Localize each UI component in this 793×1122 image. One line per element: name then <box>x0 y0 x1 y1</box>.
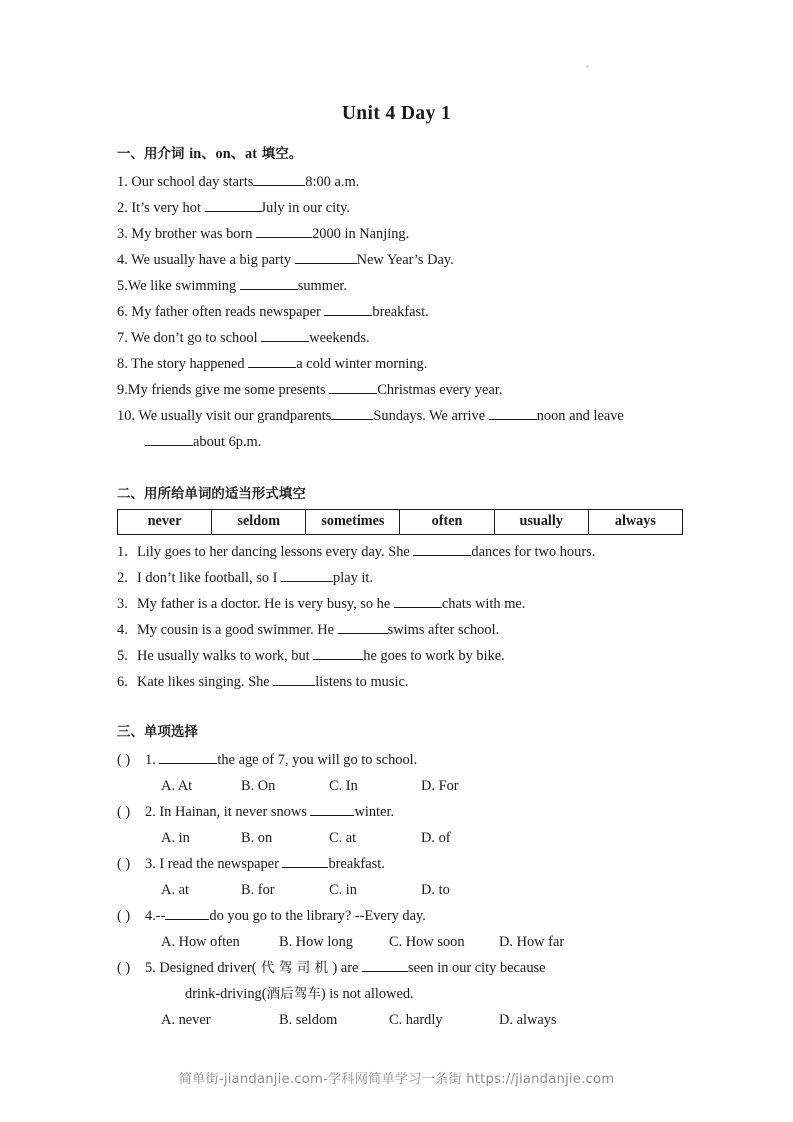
item-number: 2. <box>117 200 128 216</box>
item-number: 5. <box>117 648 128 664</box>
answer-blank[interactable] <box>331 406 373 420</box>
answer-blank[interactable] <box>273 672 315 686</box>
item-text-after: 2000 in Nanjing. <box>312 226 410 242</box>
section-gap <box>117 695 683 721</box>
mc-option-d[interactable]: D. of <box>421 830 451 846</box>
answer-parenthesis[interactable]: ( ) <box>117 908 131 924</box>
item-text-after: 8:00 a.m. <box>305 174 360 190</box>
section-gap <box>117 455 683 483</box>
answer-blank[interactable] <box>362 958 408 972</box>
item-text-after: a cold winter morning. <box>296 356 428 372</box>
answer-blank[interactable] <box>256 224 312 238</box>
mc-option-c[interactable]: C. In <box>329 778 358 794</box>
page-title: Unit 4 Day 1 <box>341 103 452 124</box>
mc-option-b[interactable]: B. on <box>241 830 273 846</box>
mc-option-a[interactable]: A. at <box>161 882 189 898</box>
table-cell-never: never <box>118 510 212 535</box>
item-text-after: New Year’s Day. <box>356 252 454 268</box>
question-item <box>117 351 683 377</box>
answer-blank[interactable] <box>295 250 357 264</box>
mc-option-d[interactable]: D. always <box>499 1012 557 1028</box>
table-cell-always: always <box>588 510 682 535</box>
answer-blank[interactable] <box>394 594 442 608</box>
answer-blank[interactable] <box>413 542 471 556</box>
table-cell-sometimes: sometimes <box>306 510 400 535</box>
question-item <box>117 325 683 351</box>
item-text-after: play it. <box>333 570 373 586</box>
answer-blank[interactable] <box>205 198 261 212</box>
item-text-part2: ) are <box>332 960 363 976</box>
mc-question <box>117 903 683 929</box>
item-number: 5. <box>117 278 128 294</box>
adverb-frequency-table <box>117 509 683 535</box>
worksheet-content <box>117 143 683 1033</box>
mc-option-c[interactable]: C. hardly <box>389 1012 443 1028</box>
item-number: 6. <box>117 674 128 690</box>
answer-blank[interactable] <box>489 406 537 420</box>
section-1-heading <box>117 143 683 163</box>
mc-option-d[interactable]: D. How far <box>499 934 565 950</box>
item-text-before: We don’t go to school <box>127 330 262 346</box>
mc-option-b[interactable]: B. for <box>241 882 275 898</box>
question-item <box>117 643 683 669</box>
section-2-heading <box>117 483 683 503</box>
item-number: 4. <box>145 908 156 924</box>
item-text-before: Lily goes to her dancing lessons every day. She <box>137 544 414 560</box>
question-item <box>117 669 683 695</box>
table-cell-seldom: seldom <box>212 510 306 535</box>
answer-blank[interactable] <box>310 802 354 816</box>
item-text-before: In Hainan, it never snows <box>155 804 311 820</box>
item-number: 2. <box>145 804 156 820</box>
mc-question <box>117 747 683 773</box>
answer-blank[interactable] <box>324 302 372 316</box>
answer-blank[interactable] <box>281 568 333 582</box>
answer-parenthesis[interactable]: ( ) <box>117 752 131 768</box>
item-text-before: It’s very hot <box>127 200 205 216</box>
question-item <box>117 273 683 299</box>
section-2-items <box>117 539 683 695</box>
table-cell-usually: usually <box>494 510 588 535</box>
item-number: 1. <box>117 174 128 190</box>
item-text-before: My father often reads newspaper <box>127 304 325 320</box>
item-number: 4. <box>117 252 128 268</box>
answer-blank[interactable] <box>248 354 296 368</box>
item-number: 3. <box>117 226 128 242</box>
item-number: 9. <box>117 382 128 398</box>
answer-parenthesis[interactable]: ( ) <box>117 804 131 820</box>
mc-question <box>117 851 683 877</box>
item-text-before: I read the newspaper <box>155 856 283 872</box>
answer-blank[interactable] <box>240 276 298 290</box>
answer-blank[interactable] <box>313 646 363 660</box>
question-item <box>117 195 683 221</box>
item-text-after: swims after school. <box>387 622 500 638</box>
mc-question <box>117 955 683 981</box>
section-1-heading-cn-b: 填空。 <box>257 147 303 162</box>
footer-watermark: 简单街-jiandanjie.com-学科网简单学习一条街 https://jiandanjie.com <box>178 1072 615 1087</box>
item-text-part1: We usually visit our grandparents <box>135 408 332 424</box>
item-number: 6. <box>117 304 128 320</box>
item-text-before: My cousin is a good swimmer. He <box>137 622 338 638</box>
mc-options <box>117 1007 683 1033</box>
item-number: 3. <box>117 596 128 612</box>
item-text-before: We usually have a big party <box>127 252 295 268</box>
item-text-part3: noon and leave <box>536 408 624 424</box>
mc-option-a[interactable]: A. At <box>161 778 193 794</box>
question-item <box>117 247 683 273</box>
item-number: 2. <box>117 570 128 586</box>
item-text-part3: seen in our city because <box>408 960 546 976</box>
item-text-after: he goes to work by bike. <box>363 648 505 664</box>
item-text-before: We like swimming <box>127 278 240 294</box>
question-item <box>117 617 683 643</box>
mc-option-b[interactable]: B. How long <box>279 934 353 950</box>
answer-blank[interactable] <box>261 328 309 342</box>
answer-parenthesis[interactable]: ( ) <box>117 856 131 872</box>
item-number: 1. <box>145 752 156 768</box>
item-text-chinese-gloss: 酒后驾车 <box>266 986 321 1002</box>
item-number: 10. <box>117 408 135 424</box>
mc-option-d[interactable]: D. to <box>421 882 450 898</box>
item-text-after: the age of 7, you will go to school. <box>217 752 418 768</box>
section-1-items <box>117 169 683 455</box>
question-item <box>117 403 683 455</box>
answer-blank[interactable] <box>329 380 377 394</box>
item-text-after: Christmas every year. <box>377 382 503 398</box>
answer-blank[interactable] <box>338 620 388 634</box>
item-text-part1: Designed driver( <box>155 960 257 976</box>
mc-option-c[interactable]: C. at <box>329 830 357 846</box>
answer-blank[interactable] <box>282 854 328 868</box>
item-text-after: weekends. <box>309 330 370 346</box>
table-cell-often: often <box>400 510 494 535</box>
item-text-after: listens to music. <box>315 674 409 690</box>
answer-blank[interactable] <box>145 432 193 446</box>
page-speck-mark <box>586 65 589 68</box>
question-item <box>117 169 683 195</box>
item-number: 8. <box>117 356 128 372</box>
mc-options <box>117 929 683 955</box>
item-text-part4: about 6p.m. <box>193 434 262 450</box>
answer-blank[interactable] <box>165 906 209 920</box>
item-text-before: Our school day starts <box>127 174 254 190</box>
answer-parenthesis[interactable]: ( ) <box>117 960 131 976</box>
item-text-before: -- <box>155 908 166 924</box>
item-text-after: summer. <box>297 278 347 294</box>
item-number: 5. <box>145 960 156 976</box>
question-item <box>117 377 683 403</box>
item-number: 4. <box>117 622 128 638</box>
question-item <box>117 539 683 565</box>
item-number: 3. <box>145 856 156 872</box>
item-text-before: I don’t like football, so I <box>137 570 282 586</box>
mc-question <box>117 799 683 825</box>
mc-option-c[interactable]: C. How soon <box>389 934 465 950</box>
item-text-before: Kate likes singing. She <box>137 674 274 690</box>
section-1-heading-en: in、on、at <box>189 146 258 162</box>
question-item <box>117 299 683 325</box>
item-number: 1. <box>117 544 128 560</box>
item-text-before: The story happened <box>127 356 249 372</box>
mc-option-d[interactable]: D. For <box>421 778 459 794</box>
mc-options <box>117 825 683 851</box>
mc-question-continuation <box>117 981 683 1007</box>
item-text-after: July in our city. <box>260 200 350 216</box>
section-2-heading-text: 二、用所给单词的适当形式填空 <box>117 487 306 502</box>
section-3-questions <box>117 747 683 1033</box>
mc-options <box>117 877 683 903</box>
mc-option-b[interactable]: B. seldom <box>279 1012 338 1028</box>
answer-blank[interactable] <box>253 172 305 186</box>
item-text-after: breakfast. <box>328 856 385 872</box>
table-row <box>118 510 683 535</box>
section-3-heading <box>117 721 683 741</box>
mc-option-a[interactable]: A. in <box>161 830 190 846</box>
item-text-after: do you go to the library? --Every day. <box>209 908 426 924</box>
question-item <box>117 221 683 247</box>
mc-options <box>117 773 683 799</box>
question-item <box>117 565 683 591</box>
item-text-before: My friends give me some presents <box>127 382 330 398</box>
question-item <box>117 591 683 617</box>
mc-option-b[interactable]: B. On <box>241 778 276 794</box>
item-text-after: dances for two hours. <box>471 544 596 560</box>
item-text-after: breakfast. <box>372 304 429 320</box>
item-text-after: winter. <box>354 804 395 820</box>
mc-option-c[interactable]: C. in <box>329 882 357 898</box>
item-text-part4: drink-driving( <box>185 986 267 1002</box>
section-1-heading-cn-a: 一、用介词 <box>117 147 190 162</box>
answer-blank[interactable] <box>159 750 217 764</box>
mc-option-a[interactable]: A. never <box>161 1012 211 1028</box>
item-number: 7. <box>117 330 128 346</box>
item-text-part2: Sundays. We arrive <box>373 408 489 424</box>
item-text-after: chats with me. <box>441 596 526 612</box>
item-text-part5: ) is not allowed. <box>320 986 414 1002</box>
item-text-before: He usually walks to work, but <box>137 648 314 664</box>
item-text-chinese-gloss: 代 驾 司 机 <box>256 960 333 976</box>
mc-option-a[interactable]: A. How often <box>161 934 240 950</box>
section-3-heading-text: 三、单项选择 <box>117 725 198 740</box>
item-text-before: My father is a doctor. He is very busy, so he <box>137 596 394 612</box>
item-text-before: My brother was born <box>127 226 257 242</box>
